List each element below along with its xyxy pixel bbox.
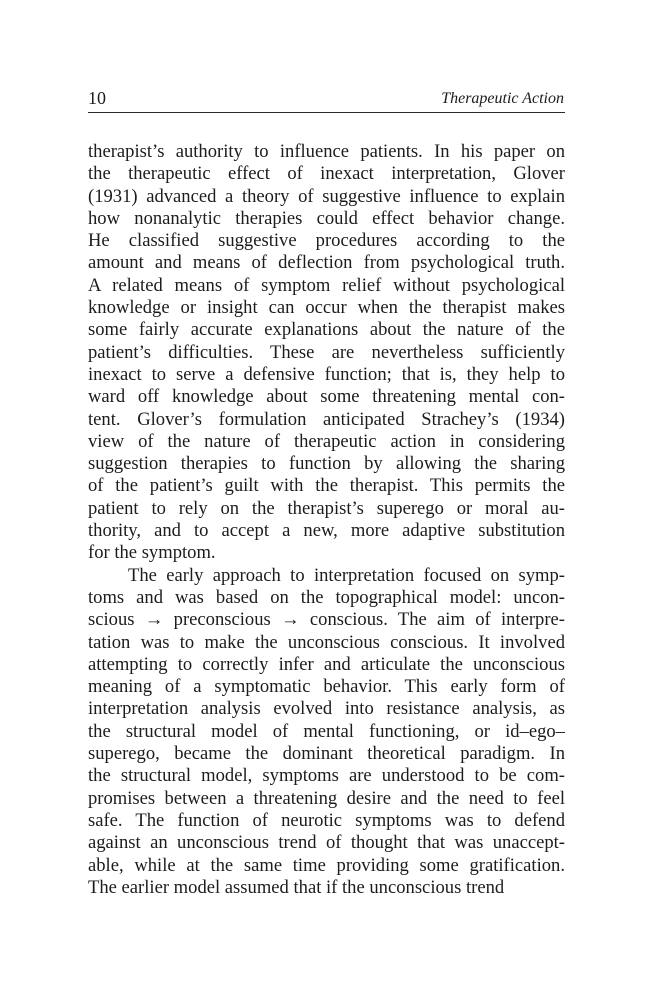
text-line: toms and was based on the topographical model: uncon-: [88, 586, 565, 608]
text-line: The earlier model assumed that if the unconscious trend: [88, 876, 505, 898]
text-line: patient’s difficulties. These are nevertheless sufficiently: [88, 341, 565, 363]
text-line: amount and means of deflection from psychological truth.: [88, 252, 565, 274]
running-title: Therapeutic Action: [441, 90, 564, 107]
text-line: patient to rely on the therapist’s superego or moral au-: [88, 497, 565, 519]
text-line: promises between a threatening desire and the need to feel: [88, 787, 565, 809]
text-line: knowledge or insight can occur when the therapist makes: [88, 297, 565, 319]
text-line: the structural model, symptoms are understood to be com-: [88, 765, 565, 787]
text-line: safe. The function of neurotic symptoms was to defend: [88, 809, 565, 831]
text-line: the structural model of mental functioning, or id–ego–: [88, 720, 565, 742]
text-line: therapist’s authority to influence patients. In his paper on: [88, 141, 565, 162]
paragraph: [88, 141, 565, 565]
text-line: suggestion therapies to function by allowing the sharing: [88, 453, 565, 475]
text-line: thority, and to accept a new, more adaptive substitution: [88, 520, 565, 542]
text-line: attempting to correctly infer and articulate the unconscious: [88, 653, 565, 675]
page-number: 10: [88, 88, 106, 108]
text-line: of the patient’s guilt with the therapist. This permits the: [88, 475, 565, 497]
text-line: scious → preconscious → conscious. The aim of interpre-: [88, 609, 565, 631]
text-line: inexact to serve a defensive function; that is, they help to: [88, 363, 565, 385]
text-line: able, while at the same time providing some gratification.: [88, 854, 565, 876]
text-line: superego, became the dominant theoretical paradigm. In: [88, 743, 565, 765]
running-head: [88, 86, 565, 113]
text-line: how nonanalytic therapies could effect behavior change.: [88, 207, 565, 229]
text-line: the therapeutic effect of inexact interpretation, Glover: [88, 163, 565, 185]
text-line: tation was to make the unconscious conscious. It involved: [88, 631, 565, 653]
body-text: [88, 141, 565, 899]
text-line: against an unconscious trend of thought that was unaccept-: [88, 832, 565, 854]
text-line: interpretation analysis evolved into resistance analysis, as: [88, 698, 565, 720]
text-line: some fairly accurate explanations about the nature of the: [88, 319, 565, 341]
text-line: meaning of a symptomatic behavior. This early form of: [88, 676, 565, 698]
text-line: tent. Glover’s formulation anticipated Strachey’s (1934): [88, 408, 565, 430]
text-line: for the symptom.: [88, 542, 216, 564]
text-line: view of the nature of therapeutic action in considering: [88, 430, 565, 452]
text-line: The early approach to interpretation focused on symp-: [128, 564, 565, 586]
paragraph: [88, 565, 565, 899]
text-line: ward off knowledge about some threatening mental con-: [88, 386, 565, 408]
text-line: He classified suggestive procedures according to the: [88, 230, 565, 252]
text-line: A related means of symptom relief without psychological: [88, 274, 565, 296]
text-line: (1931) advanced a theory of suggestive influence to explain: [88, 185, 565, 207]
